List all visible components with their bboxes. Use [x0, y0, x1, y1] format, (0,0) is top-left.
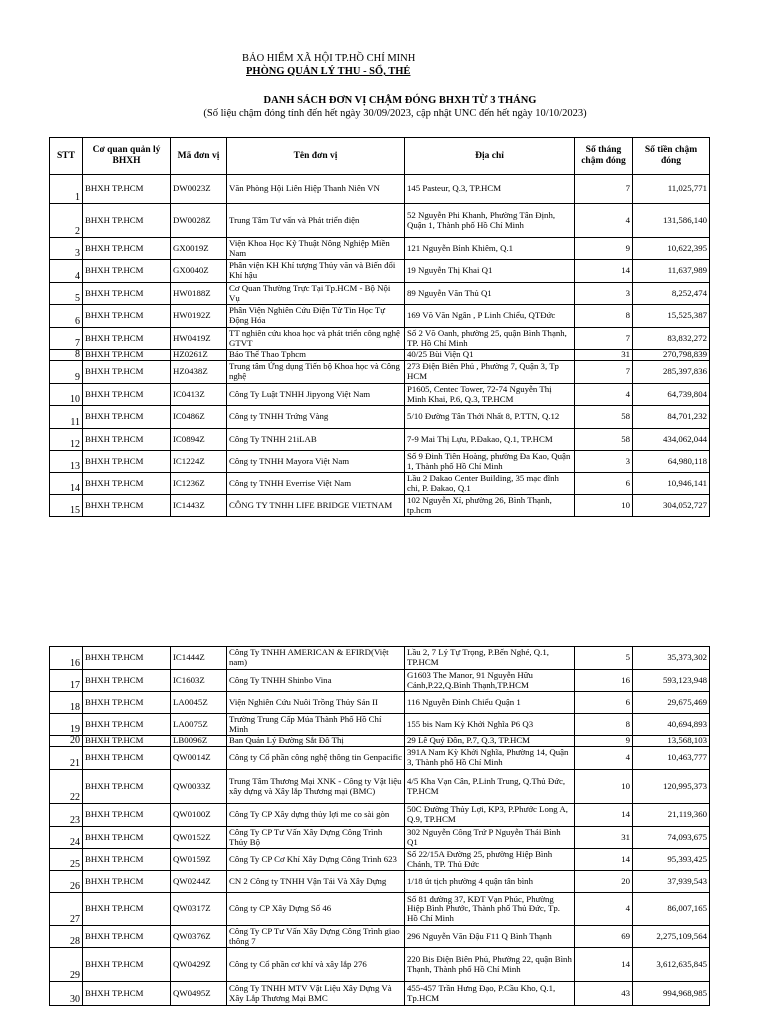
row-agency: BHXH TP.HCM: [83, 495, 171, 517]
row-unit-code: QW0244Z: [171, 871, 227, 893]
row-agency: BHXH TP.HCM: [83, 361, 171, 384]
row-agency: BHXH TP.HCM: [83, 283, 171, 305]
table-row: [50, 238, 710, 260]
row-unit-name: TT nghiên cứu khoa học và phát triển công nghệ GTVT: [227, 328, 405, 350]
row-stt: 9: [50, 361, 83, 384]
row-amount-late: 11,637,989: [633, 260, 710, 283]
row-address: 220 Bis Điện Biên Phủ, Phường 22, quận Bình Thạnh, Thành phố Hồ Chí Minh: [405, 948, 575, 982]
row-months-late: 3: [575, 283, 633, 305]
row-agency: BHXH TP.HCM: [83, 238, 171, 260]
row-address: 5/10 Đường Tân Thới Nhất 8, P.TTN, Q.12: [405, 406, 575, 429]
row-address: 145 Pasteur, Q.3, TP.HCM: [405, 175, 575, 204]
row-unit-code: QW0159Z: [171, 849, 227, 871]
row-amount-late: 10,622,395: [633, 238, 710, 260]
table-row: [50, 328, 710, 350]
row-months-late: 58: [575, 429, 633, 451]
row-unit-code: IC0894Z: [171, 429, 227, 451]
row-unit-code: QW0429Z: [171, 948, 227, 982]
row-address: 296 Nguyễn Văn Đậu F11 Q Bình Thạnh: [405, 926, 575, 948]
row-amount-late: 64,980,118: [633, 451, 710, 473]
row-months-late: 58: [575, 406, 633, 429]
row-address: 155 bis Nam Kỳ Khởi Nghĩa P6 Q3: [405, 714, 575, 736]
row-unit-code: DW0023Z: [171, 175, 227, 204]
row-agency: BHXH TP.HCM: [83, 204, 171, 238]
row-amount-late: 593,123,948: [633, 670, 710, 692]
row-amount-late: 37,939,543: [633, 871, 710, 893]
row-months-late: 14: [575, 948, 633, 982]
document-title: DANH SÁCH ĐƠN VỊ CHẬM ĐÓNG BHXH TỪ 3 THÁNG: [263, 95, 537, 106]
row-unit-name: Công ty TNHH Everrise Việt Nam: [227, 473, 405, 495]
row-unit-code: HW0419Z: [171, 328, 227, 350]
table-row: [50, 647, 710, 670]
row-months-late: 4: [575, 893, 633, 926]
row-address: Lầu 2, 7 Lý Tự Trọng, P.Bến Nghé, Q.1, TP.HCM: [405, 647, 575, 670]
col-code-header: Mã đơn vị: [171, 138, 227, 175]
row-unit-code: HZ0261Z: [171, 350, 227, 361]
row-address: 391A Nam Kỳ Khởi Nghĩa, Phường 14, Quận 3, Thành phố Hồ Chí Minh: [405, 747, 575, 770]
row-unit-code: HZ0438Z: [171, 361, 227, 384]
table-row: [50, 361, 710, 384]
table-row: [50, 926, 710, 948]
row-amount-late: 10,463,777: [633, 747, 710, 770]
row-unit-name: Cơ Quan Thường Trực Tại Tp.HCM - Bộ Nội Vụ: [227, 283, 405, 305]
row-agency: BHXH TP.HCM: [83, 770, 171, 804]
row-unit-code: HW0192Z: [171, 305, 227, 328]
row-months-late: 31: [575, 350, 633, 361]
col-stt-header: STT: [50, 138, 83, 175]
table-row: [50, 849, 710, 871]
row-address: 302 Nguyễn Công Trứ P Nguyễn Thái Bình Q1: [405, 827, 575, 849]
row-address: 52 Nguyễn Phi Khanh, Phường Tân Định, Quận 1, Thành phố Hồ Chí Minh: [405, 204, 575, 238]
table-row: [50, 692, 710, 714]
row-amount-late: 95,393,425: [633, 849, 710, 871]
row-amount-late: 35,373,302: [633, 647, 710, 670]
row-address: 1/18 út tịch phường 4 quận tân bình: [405, 871, 575, 893]
row-months-late: 9: [575, 736, 633, 747]
row-agency: BHXH TP.HCM: [83, 736, 171, 747]
row-amount-late: 2,275,109,564: [633, 926, 710, 948]
row-unit-name: Viện Khoa Học Kỹ Thuật Nông Nghiệp Miền Nam: [227, 238, 405, 260]
row-unit-name: Công Ty TNHH Shinbo Vina: [227, 670, 405, 692]
row-unit-code: IC1444Z: [171, 647, 227, 670]
row-amount-late: 40,694,893: [633, 714, 710, 736]
row-amount-late: 11,025,771: [633, 175, 710, 204]
row-unit-code: QW0100Z: [171, 804, 227, 827]
row-unit-code: QW0376Z: [171, 926, 227, 948]
table-row: [50, 350, 710, 361]
row-months-late: 3: [575, 451, 633, 473]
row-unit-name: CN 2 Công ty TNHH Vận Tải Và Xây Dựng: [227, 871, 405, 893]
row-address: P1605, Centec Tower, 72-74 Nguyễn Thị Minh Khai, P.6, Q.3, TP.HCM: [405, 384, 575, 406]
row-months-late: 7: [575, 175, 633, 204]
row-unit-name: CÔNG TY TNHH LIFE BRIDGE VIETNAM: [227, 495, 405, 517]
table-row: [50, 670, 710, 692]
row-months-late: 6: [575, 692, 633, 714]
row-unit-name: Công Ty Luật TNHH Jipyong Việt Nam: [227, 384, 405, 406]
table-row: [50, 204, 710, 238]
row-stt: 11: [50, 406, 83, 429]
row-unit-name: Công Ty CP Cơ Khí Xây Dựng Công Trình 623: [227, 849, 405, 871]
row-address: 40/25 Bùi Viện Q1: [405, 350, 575, 361]
row-stt: 23: [50, 804, 83, 827]
row-unit-code: GX0040Z: [171, 260, 227, 283]
row-stt: 18: [50, 692, 83, 714]
row-agency: BHXH TP.HCM: [83, 714, 171, 736]
row-unit-name: Công ty CP Xây Dựng Số 46: [227, 893, 405, 926]
table-row: [50, 283, 710, 305]
row-unit-code: DW0028Z: [171, 204, 227, 238]
row-months-late: 6: [575, 473, 633, 495]
row-stt: 5: [50, 283, 83, 305]
row-months-late: 5: [575, 647, 633, 670]
table-row: [50, 804, 710, 827]
row-unit-code: QW0152Z: [171, 827, 227, 849]
col-agency-header: Cơ quan quản lý BHXH: [83, 138, 171, 175]
row-unit-name: Công Ty CP Tư Vấn Xây Dựng Công Trình Thủy Bộ: [227, 827, 405, 849]
row-unit-code: HW0188Z: [171, 283, 227, 305]
row-unit-name: Ban Quản Lý Đường Sắt Đô Thị: [227, 736, 405, 747]
row-unit-code: IC1603Z: [171, 670, 227, 692]
row-unit-name: Công ty TNHH Mayora Việt Nam: [227, 451, 405, 473]
row-unit-name: Công ty TNHH Trứng Vàng: [227, 406, 405, 429]
row-unit-code: QW0317Z: [171, 893, 227, 926]
row-amount-late: 21,119,360: [633, 804, 710, 827]
col-amount-header: Số tiền chậm đóng: [633, 138, 710, 175]
col-name-header: Tên đơn vị: [227, 138, 405, 175]
debt-table-page2: [49, 646, 710, 1006]
row-months-late: 14: [575, 804, 633, 827]
row-unit-code: GX0019Z: [171, 238, 227, 260]
row-address: G1603 The Manor, 91 Nguyễn Hữu Cảnh,P.22,Q.Bình Thạnh,TP.HCM: [405, 670, 575, 692]
row-agency: BHXH TP.HCM: [83, 350, 171, 361]
debt-table-page1: [49, 137, 710, 517]
row-unit-code: LA0045Z: [171, 692, 227, 714]
row-agency: BHXH TP.HCM: [83, 948, 171, 982]
row-amount-late: 10,946,141: [633, 473, 710, 495]
row-stt: 28: [50, 926, 83, 948]
row-unit-name: Phân Viện Nghiên Cứu Điện Tử Tin Học Tự Động Hóa: [227, 305, 405, 328]
row-address: 169 Võ Văn Ngân , P Linh Chiểu, QTĐức: [405, 305, 575, 328]
table-header-row: [50, 138, 710, 175]
row-unit-name: Trường Trung Cấp Múa Thành Phố Hồ Chí Minh: [227, 714, 405, 736]
row-stt: 21: [50, 747, 83, 770]
row-agency: BHXH TP.HCM: [83, 871, 171, 893]
row-amount-late: 270,798,839: [633, 350, 710, 361]
row-agency: BHXH TP.HCM: [83, 384, 171, 406]
row-stt: 19: [50, 714, 83, 736]
row-stt: 16: [50, 647, 83, 670]
row-stt: 17: [50, 670, 83, 692]
row-unit-code: QW0014Z: [171, 747, 227, 770]
row-agency: BHXH TP.HCM: [83, 260, 171, 283]
row-amount-late: 86,007,165: [633, 893, 710, 926]
row-agency: BHXH TP.HCM: [83, 429, 171, 451]
row-months-late: 16: [575, 670, 633, 692]
row-stt: 26: [50, 871, 83, 893]
table-row: [50, 495, 710, 517]
row-months-late: 4: [575, 747, 633, 770]
row-stt: 7: [50, 328, 83, 350]
table-row: [50, 827, 710, 849]
row-stt: 24: [50, 827, 83, 849]
row-months-late: 20: [575, 871, 633, 893]
table-row: [50, 175, 710, 204]
row-unit-code: LA0075Z: [171, 714, 227, 736]
row-months-late: 9: [575, 238, 633, 260]
row-address: Lầu 2 Dakao Center Building, 35 mạc đĩnh chi, P. Đakao, Q.1: [405, 473, 575, 495]
row-unit-name: Công Ty TNHH AMERICAN & EFIRD(Việt nam): [227, 647, 405, 670]
row-stt: 30: [50, 982, 83, 1006]
row-amount-late: 13,568,103: [633, 736, 710, 747]
row-amount-late: 131,586,140: [633, 204, 710, 238]
row-stt: 1: [50, 175, 83, 204]
table-row: [50, 714, 710, 736]
table-row: [50, 982, 710, 1006]
row-amount-late: 84,701,232: [633, 406, 710, 429]
row-stt: 6: [50, 305, 83, 328]
row-agency: BHXH TP.HCM: [83, 305, 171, 328]
row-address: Số 2 Võ Oanh, phường 25, quận Bình Thạnh, TP. Hồ Chí Minh: [405, 328, 575, 350]
row-amount-late: 994,968,985: [633, 982, 710, 1006]
row-stt: 27: [50, 893, 83, 926]
row-unit-name: Báo Thể Thao Tphcm: [227, 350, 405, 361]
row-unit-name: Trung tâm Ứng dụng Tiến bộ Khoa học và Công nghệ: [227, 361, 405, 384]
row-amount-late: 74,093,675: [633, 827, 710, 849]
row-agency: BHXH TP.HCM: [83, 406, 171, 429]
row-address: 50C Đường Thủy Lợi, KP3, P.Phước Long A, Q.9, TP.HCM: [405, 804, 575, 827]
table-row: [50, 305, 710, 328]
row-agency: BHXH TP.HCM: [83, 692, 171, 714]
row-stt: 15: [50, 495, 83, 517]
row-unit-name: Công ty Cổ phần công nghệ thông tin Genpacific: [227, 747, 405, 770]
row-address: 89 Nguyễn Văn Thủ Q1: [405, 283, 575, 305]
row-amount-late: 304,052,727: [633, 495, 710, 517]
row-unit-name: Viện Nghiên Cứu Nuôi Trồng Thủy Sản II: [227, 692, 405, 714]
row-stt: 8: [50, 350, 83, 361]
row-stt: 29: [50, 948, 83, 982]
org-name: BẢO HIỂM XÃ HỘI TP.HỒ CHÍ MINH: [242, 53, 416, 64]
row-unit-name: Văn Phòng Hội Liên Hiệp Thanh Niên VN: [227, 175, 405, 204]
table-row: [50, 770, 710, 804]
table-row: [50, 384, 710, 406]
row-address: 19 Nguyễn Thị Khai Q1: [405, 260, 575, 283]
row-unit-name: Công Ty CP Xây dựng thủy lợi me co sài gòn: [227, 804, 405, 827]
row-amount-late: 3,612,635,845: [633, 948, 710, 982]
row-agency: BHXH TP.HCM: [83, 451, 171, 473]
table-row: [50, 893, 710, 926]
table-row: [50, 948, 710, 982]
row-agency: BHXH TP.HCM: [83, 670, 171, 692]
row-amount-late: 83,832,272: [633, 328, 710, 350]
row-months-late: 8: [575, 305, 633, 328]
row-unit-code: QW0033Z: [171, 770, 227, 804]
col-months-header: Số tháng chậm đóng: [575, 138, 633, 175]
row-address: Số 9 Đinh Tiên Hoàng, phường Đa Kao, Quận 1, Thành phố Hồ Chí Minh: [405, 451, 575, 473]
row-stt: 14: [50, 473, 83, 495]
row-unit-name: Trung Tâm Tư vấn và Phát triển điện: [227, 204, 405, 238]
row-amount-late: 64,739,804: [633, 384, 710, 406]
row-unit-name: Công ty Cổ phần cơ khí và xây lắp 276: [227, 948, 405, 982]
table-row: [50, 473, 710, 495]
table-row: [50, 406, 710, 429]
row-unit-code: QW0495Z: [171, 982, 227, 1006]
row-agency: BHXH TP.HCM: [83, 926, 171, 948]
row-unit-code: IC1236Z: [171, 473, 227, 495]
row-months-late: 4: [575, 204, 633, 238]
row-agency: BHXH TP.HCM: [83, 804, 171, 827]
row-months-late: 7: [575, 328, 633, 350]
row-unit-name: Công Ty CP Tư Vấn Xây Dựng Công Trình giao thông 7: [227, 926, 405, 948]
row-unit-code: LB0096Z: [171, 736, 227, 747]
row-months-late: 14: [575, 260, 633, 283]
row-months-late: 43: [575, 982, 633, 1006]
row-stt: 2: [50, 204, 83, 238]
table-row: [50, 736, 710, 747]
row-stt: 10: [50, 384, 83, 406]
row-amount-late: 285,397,836: [633, 361, 710, 384]
row-amount-late: 15,525,387: [633, 305, 710, 328]
row-months-late: 69: [575, 926, 633, 948]
row-months-late: 14: [575, 849, 633, 871]
row-stt: 20: [50, 736, 83, 747]
row-stt: 12: [50, 429, 83, 451]
row-address: Số 81 đường 37, KĐT Vạn Phúc, Phường Hiệp Bình Phước, Thành phố Thủ Đức, Tp. Hồ Chí Minh: [405, 893, 575, 926]
document-subtitle: (Số liệu chậm đóng tính đến hết ngày 30/09/2023, cập nhật UNC đến hết ngày 10/10/2023): [203, 108, 587, 119]
row-stt: 25: [50, 849, 83, 871]
row-unit-code: IC1443Z: [171, 495, 227, 517]
row-agency: BHXH TP.HCM: [83, 647, 171, 670]
row-agency: BHXH TP.HCM: [83, 893, 171, 926]
row-address: 29 Lê Quý Đôn, P.7, Q.3, TP.HCM: [405, 736, 575, 747]
row-amount-late: 120,995,373: [633, 770, 710, 804]
table-row: [50, 747, 710, 770]
row-unit-name: Trung Tâm Thương Mại XNK - Công ty Vật liệu xây dựng và Xây lắp Thương mại (BMC): [227, 770, 405, 804]
row-agency: BHXH TP.HCM: [83, 827, 171, 849]
row-amount-late: 29,675,469: [633, 692, 710, 714]
row-months-late: 7: [575, 361, 633, 384]
table-row: [50, 871, 710, 893]
table-row: [50, 429, 710, 451]
row-unit-code: IC1224Z: [171, 451, 227, 473]
row-unit-code: IC0413Z: [171, 384, 227, 406]
row-months-late: 10: [575, 770, 633, 804]
col-address-header: Địa chỉ: [405, 138, 575, 175]
row-amount-late: 434,062,044: [633, 429, 710, 451]
row-agency: BHXH TP.HCM: [83, 473, 171, 495]
row-stt: 13: [50, 451, 83, 473]
row-stt: 22: [50, 770, 83, 804]
row-address: 116 Nguyễn Đình Chiểu Quận 1: [405, 692, 575, 714]
row-agency: BHXH TP.HCM: [83, 849, 171, 871]
row-address: 4/5 Kha Vạn Cân, P.Linh Trung, Q.Thủ Đức, TP.HCM: [405, 770, 575, 804]
row-address: 102 Nguyễn Xí, phường 26, Bình Thạnh, tp.hcm: [405, 495, 575, 517]
row-stt: 4: [50, 260, 83, 283]
table-row: [50, 451, 710, 473]
row-address: 455-457 Trần Hưng Đạo, P.Cầu Kho, Q.1, Tp.HCM: [405, 982, 575, 1006]
row-unit-name: Công Ty TNHH 21iLAB: [227, 429, 405, 451]
row-agency: BHXH TP.HCM: [83, 175, 171, 204]
row-address: 7-9 Mai Thị Lựu, P.Đakao, Q.1, TP.HCM: [405, 429, 575, 451]
row-address: 121 Nguyễn Bỉnh Khiêm, Q.1: [405, 238, 575, 260]
table-row: [50, 260, 710, 283]
department-name: PHÒNG QUẢN LÝ THU - SỔ, THẺ: [246, 66, 411, 77]
row-amount-late: 8,252,474: [633, 283, 710, 305]
row-agency: BHXH TP.HCM: [83, 982, 171, 1006]
row-months-late: 8: [575, 714, 633, 736]
row-months-late: 4: [575, 384, 633, 406]
row-agency: BHXH TP.HCM: [83, 747, 171, 770]
row-unit-name: Phân viện KH Khí tượng Thủy văn và Biến đổi Khí hậu: [227, 260, 405, 283]
row-address: 273 Điện Biên Phủ , Phường 7, Quận 3, Tp HCM: [405, 361, 575, 384]
row-address: Số 22/15A Đường 25, phường Hiệp Bình Chánh, TP. Thủ Đức: [405, 849, 575, 871]
row-unit-name: Công Ty TNHH MTV Vật Liệu Xây Dựng Và Xây Lắp Thương Mại BMC: [227, 982, 405, 1006]
row-months-late: 31: [575, 827, 633, 849]
row-unit-code: IC0486Z: [171, 406, 227, 429]
row-stt: 3: [50, 238, 83, 260]
row-months-late: 10: [575, 495, 633, 517]
row-agency: BHXH TP.HCM: [83, 328, 171, 350]
